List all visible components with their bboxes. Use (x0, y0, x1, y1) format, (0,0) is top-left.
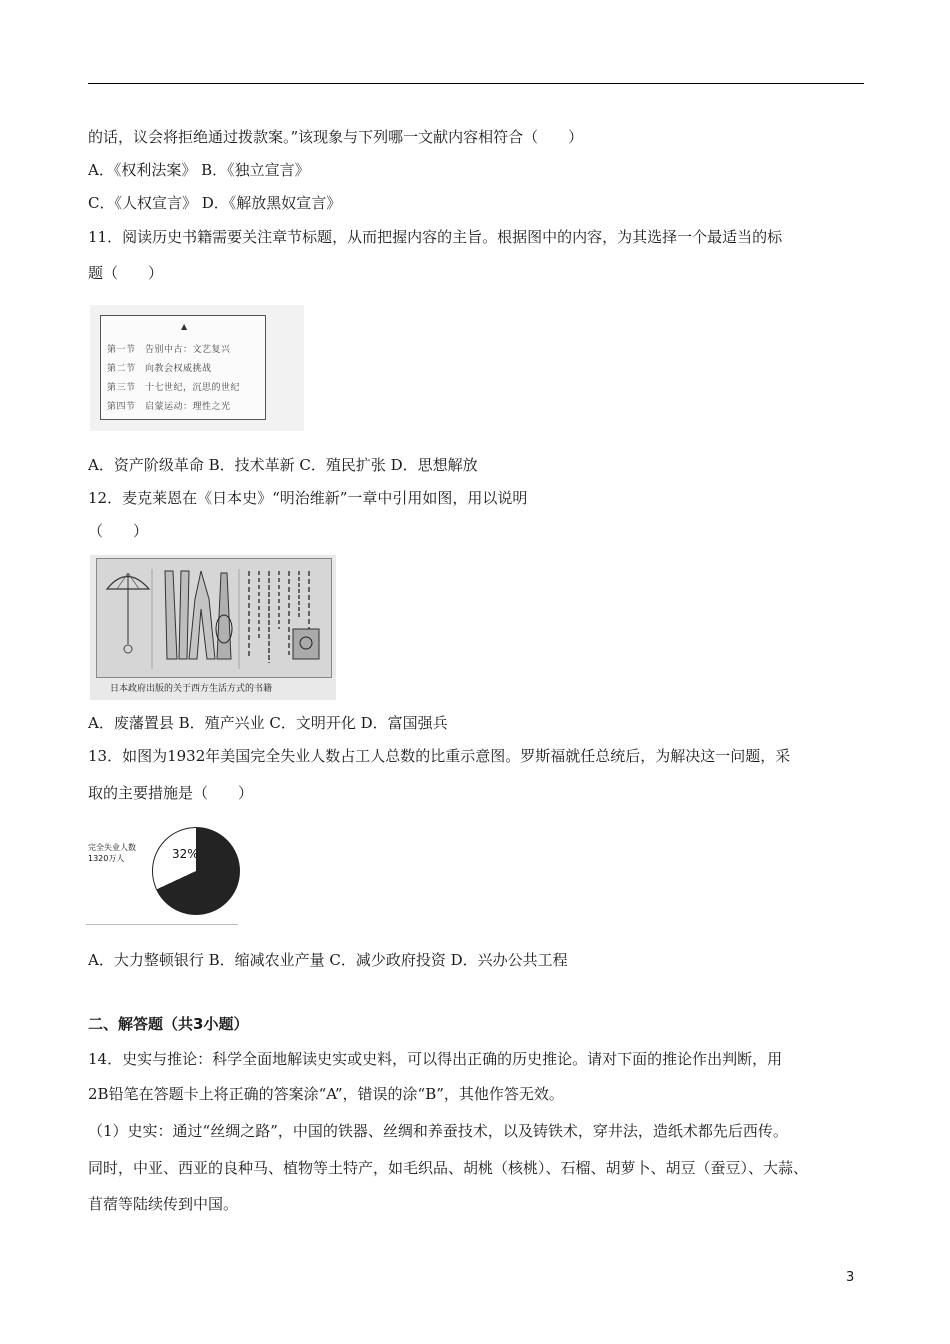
unemployment-pie-figure (86, 822, 238, 926)
section-heading: 二、解答题（共3小题） (88, 1015, 249, 1033)
book-image (96, 558, 332, 678)
q14-fact-2: 同时，中亚、西亚的良种马、植物等土特产，如毛织品、胡桃（核桃）、石榴、胡萝卜、胡豆（蚕豆）、大蒜、 (88, 1159, 809, 1177)
pie-chart (152, 827, 240, 915)
q11-stem: 11．阅读历史书籍需要关注章节标题，从而把握内容的主旨。根据图中的内容，为其选择一个最适当的标 (88, 228, 783, 246)
pie-label-line2: 1320万人 (88, 854, 125, 863)
toc-row: 第三节 十七世纪，沉思的世纪 (107, 383, 241, 393)
toc-row: 第一节 告别中古：文艺复兴 (107, 345, 231, 355)
q14-stem-cont: 2B铅笔在答题卡上将正确的答案涂“A”，错误的涂“B”，其他作答无效。 (88, 1085, 564, 1103)
q13-options: A．大力整顿银行 B．缩减农业产量 C．减少政府投资 D．兴办公共工程 (88, 951, 568, 969)
q13-stem: 13．如图为1932年美国完全失业人数占工人总数的比重示意图。罗斯福就任总统后，为解决这一问题，采 (88, 747, 791, 765)
book-caption: 日本政府出版的关于西方生活方式的书籍 (110, 684, 273, 694)
book-illustration-icon (97, 559, 331, 677)
q10-options-ab: A．《权利法案》 B．《独立宣言》 (88, 161, 310, 179)
q10-options-cd: C．《人权宣言》 D．《解放黑奴宣言》 (88, 194, 342, 212)
page-number: 3 (846, 1270, 855, 1285)
q12-options: A．废藩置县 B．殖产兴业 C．文明开化 D．富国强兵 (88, 714, 448, 732)
toc-row: 第二节 向教会权威挑战 (107, 364, 212, 374)
book-figure (90, 555, 336, 700)
pie-label-line1: 完全失业人数 (88, 843, 136, 852)
q12-stem-end: （ ） (88, 522, 149, 540)
q14-fact-1: （1）史实：通过“丝绸之路”，中国的铁器、丝绸和养蚕技术，以及铸铁术，穿井法，造纸术都先后西传。 (88, 1122, 788, 1140)
pie-percent-label: 32% (172, 847, 199, 861)
q10-stem-end: 的话，议会将拒绝通过拨款案。”该现象与下列哪一文献内容相符合（ ） (88, 128, 584, 146)
toc-row: 第四节 启蒙运动：理性之光 (107, 402, 231, 412)
q13-stem-end: 取的主要措施是（ ） (88, 784, 254, 802)
q12-stem: 12．麦克莱恩在《日本史》“明治维新”一章中引用如图，用以说明 (88, 489, 528, 507)
q14-stem: 14．史实与推论：科学全面地解读史实或史料，可以得出正确的历史推论。请对下面的推论作出判断，用 (88, 1050, 783, 1068)
q14-fact-3: 苜蓿等陆续传到中国。 (88, 1195, 239, 1213)
q11-stem-end: 题（ ） (88, 264, 164, 282)
toc-figure (90, 305, 304, 431)
toc-box (100, 315, 266, 420)
q11-options: A．资产阶级革命 B．技术革新 C．殖民扩张 D．思想解放 (88, 456, 478, 474)
toc-mark-icon: ▲ (181, 322, 188, 331)
pie-baseline (86, 924, 238, 925)
header-rule (88, 83, 864, 84)
